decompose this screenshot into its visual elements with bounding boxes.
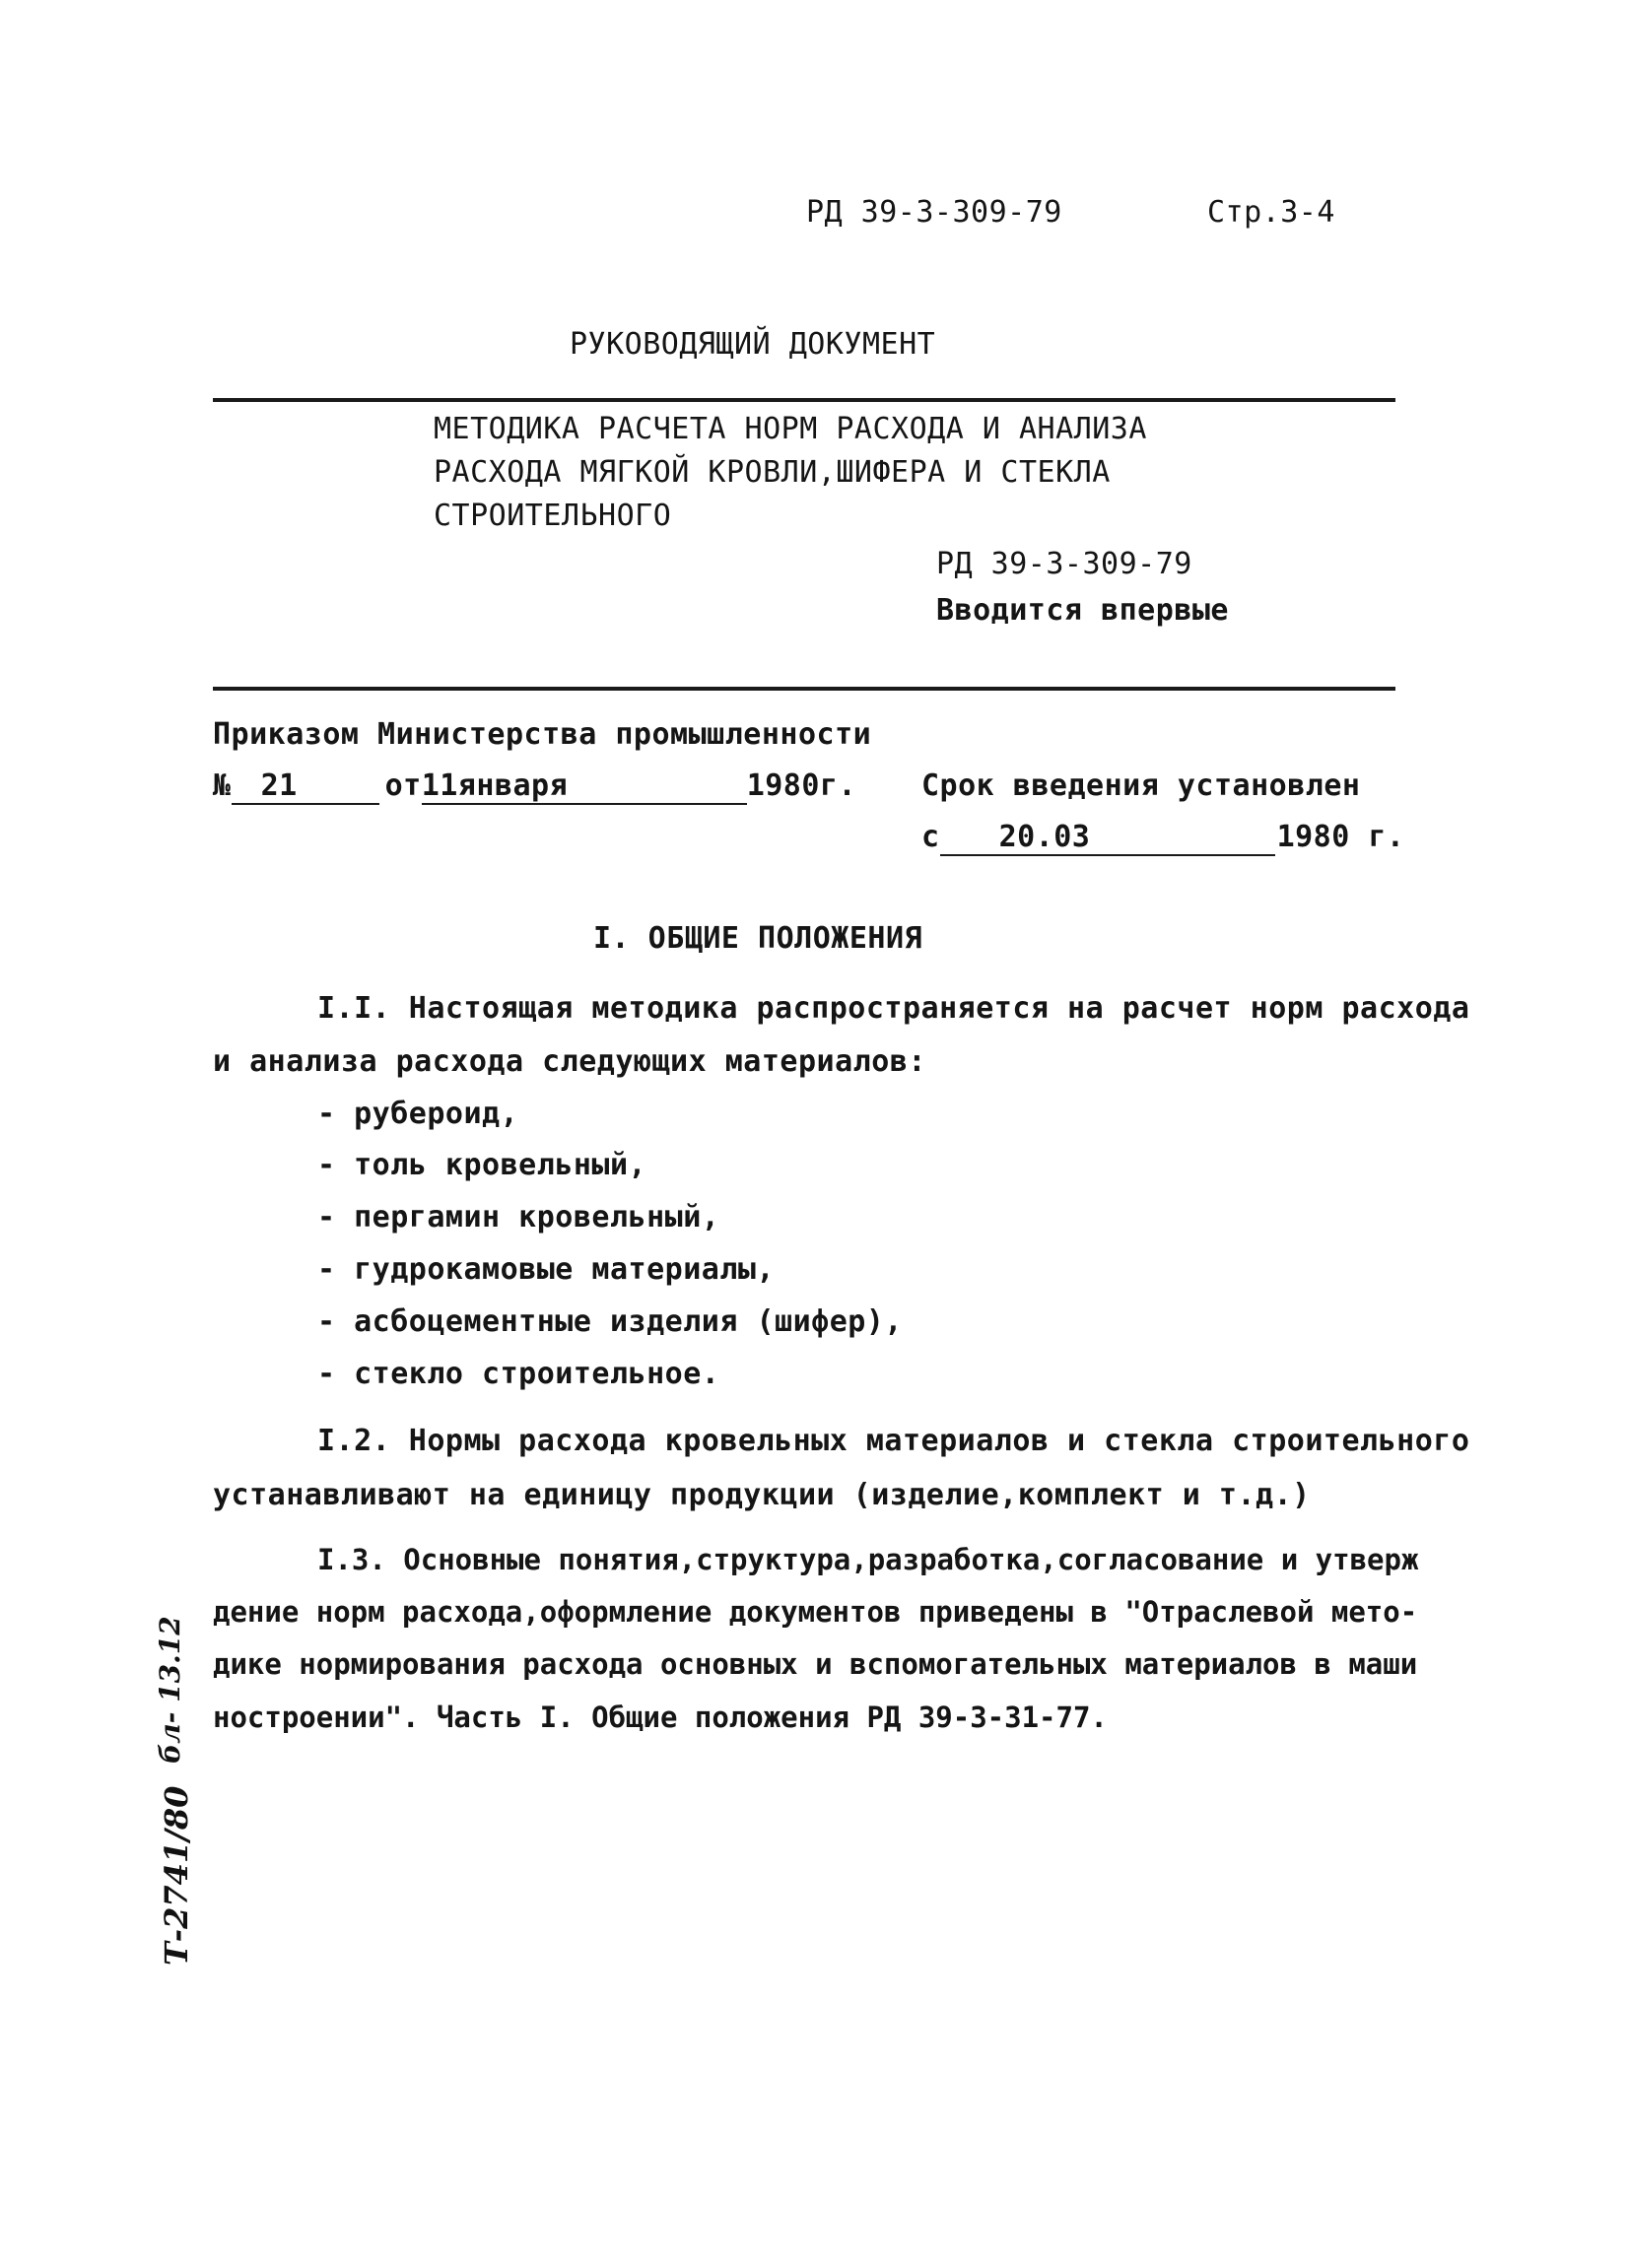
order-year: 1980г. (746, 768, 857, 803)
paragraph-1-2-line-2: устанавливают на единицу продукции (изделие,комплект и т.д.) (213, 1478, 1311, 1512)
material-item: - рубероид, (317, 1097, 519, 1131)
paragraph-1-3-line-3: дике нормирования расхода основных и вспомогательных материалов в маши (213, 1647, 1418, 1681)
designation: РД 39-3-309-79 (936, 547, 1192, 581)
title-line-3: СТРОИТЕЛЬНОГО (434, 499, 672, 533)
order-date-prefix: от (384, 768, 422, 803)
title-line-2: РАСХОДА МЯГКОЙ КРОВЛИ,ШИФЕРА И СТЕКЛА (434, 455, 1111, 490)
paragraph-1-1-line-2: и анализа расхода следующих материалов: (213, 1044, 926, 1079)
effective-label: Срок введения установлен (921, 768, 1361, 803)
introduced-note: Вводится впервые (936, 593, 1229, 628)
middle-rule (213, 687, 1395, 691)
effective-year: 1980 г. (1276, 820, 1405, 854)
section-title: I. ОБЩИЕ ПОЛОЖЕНИЯ (593, 921, 923, 956)
order-number-prefix: № (213, 768, 232, 803)
header-doc-code: РД 39-3-309-79 (806, 195, 1062, 230)
material-item: - пергамин кровельный, (317, 1200, 720, 1234)
title-line-1: МЕТОДИКА РАСЧЕТА НОРМ РАСХОДА И АНАЛИЗА (434, 412, 1147, 446)
handwritten-stamp-date: бл- 13.12 (154, 1616, 186, 1764)
header-page-number: Стр.3-4 (1207, 195, 1335, 230)
paragraph-1-1-line-1: I.I. Настоящая методика распространяется на расчет норм расхода (317, 991, 1470, 1026)
order-date: 11января (422, 768, 747, 805)
paragraph-1-3-line-1: I.3. Основные понятия,структура,разработка,согласование и утверж (317, 1543, 1419, 1576)
material-item: - гудрокамовые материалы, (317, 1252, 776, 1287)
material-item: - стекло строительное. (317, 1357, 720, 1391)
effective-from-prefix: с (921, 820, 940, 854)
effective-line (921, 820, 1405, 856)
order-number: 21 (232, 768, 379, 805)
effective-date: 20.03 (940, 820, 1275, 856)
paragraph-1-2-line-1: I.2. Нормы расхода кровельных материалов и стекла строительного (317, 1424, 1470, 1458)
paragraph-1-3-line-2: дение норм расхода,оформление документов приведены в "Отраслевой мето- (213, 1595, 1418, 1629)
order-label: Приказом Министерства промышленности (213, 717, 872, 752)
top-rule (213, 398, 1395, 402)
order-line (213, 768, 856, 805)
material-item: - асбоцементные изделия (шифер), (317, 1304, 903, 1339)
paragraph-1-3-line-4: ностроении". Часть I. Общие положения РД 39-3-31-77. (213, 1701, 1108, 1734)
document-type: РУКОВОДЯЩИЙ ДОКУМЕНТ (570, 327, 936, 362)
handwritten-stamp-archive: Т-2741/80 (158, 1785, 195, 1966)
material-item: - толь кровельный, (317, 1148, 647, 1182)
